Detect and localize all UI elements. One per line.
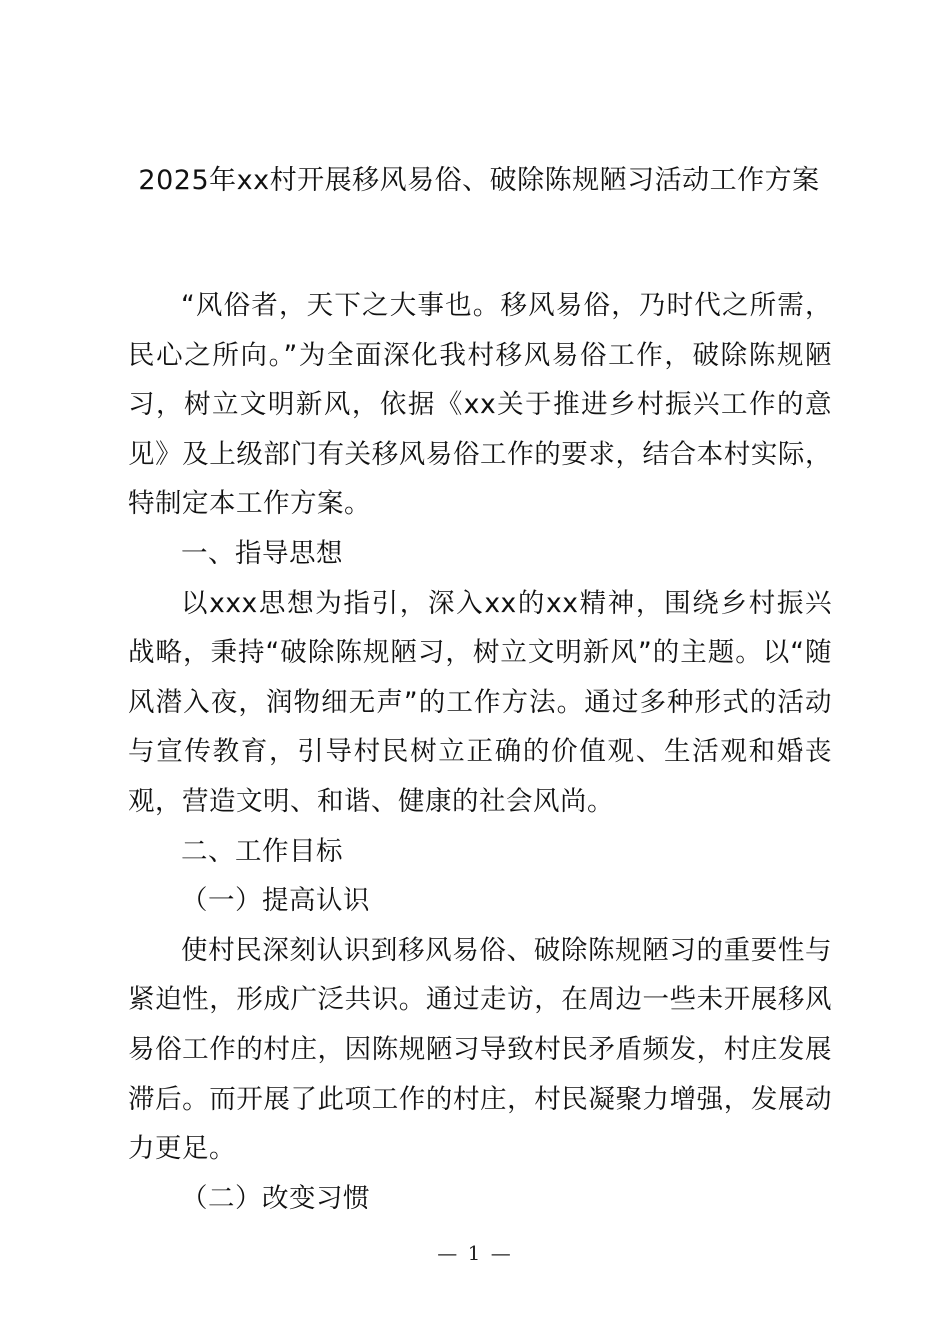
document-title: 2025年xx村开展移风易俗、破除陈规陋习活动工作方案	[138, 165, 820, 196]
subsection-heading-raise-awareness: （一）提高认识	[181, 885, 370, 917]
section-heading-work-goals: 二、工作目标	[181, 835, 343, 867]
document-body	[128, 281, 832, 1223]
intro-paragraph: “风俗者，天下之大事也。移风易俗，乃时代之所需，民心之所向。”为全面深化我村移风易俗工作，破除陈规陋习，树立文明新风，依据《xx关于推进乡村振兴工作的意见》及上级部门有关移风易俗工作的要求，结合本村实际，特制定本工作方案。	[128, 290, 832, 520]
raise-awareness-paragraph: 使村民深刻认识到移风易俗、破除陈规陋习的重要性与紧迫性，形成广泛共识。通过走访，在周边一些未开展移风易俗工作的村庄，因陈规陋习导致村民矛盾频发，村庄发展滞后。而开展了此项工作的村庄，村民凝聚力增强，发展动力更足。	[128, 934, 832, 1165]
page-number: — 1 —	[437, 1241, 513, 1265]
section-heading-guiding-ideology: 一、指导思想	[181, 537, 343, 569]
subsection-heading-change-habits: （二）改变习惯	[181, 1182, 370, 1214]
guiding-ideology-paragraph: 以xxx思想为指引，深入xx的xx精神，围绕乡村振兴战略，秉持“破除陈规陋习，树立文明新风”的主题。以“随风潜入夜，润物细无声”的工作方法。通过多种形式的活动与宣传教育，引导村民树立正确的价值观、生活观和婚丧观，营造文明、和谐、健康的社会风尚。	[128, 587, 832, 817]
